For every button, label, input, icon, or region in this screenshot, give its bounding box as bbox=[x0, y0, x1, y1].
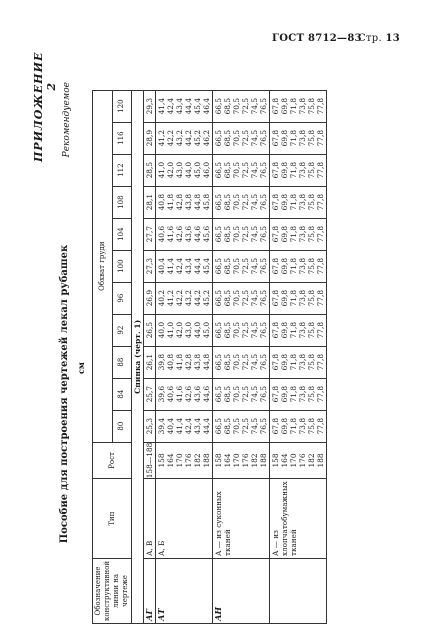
value-cell: 40,6 41,6 42,6 43,6 44,6 45,6 bbox=[156, 218, 213, 250]
girth-header: 88 bbox=[112, 346, 132, 378]
header-code: Обозначение конструктивной линии на чертеже bbox=[93, 558, 132, 623]
value-cell: 67,8 69,8 71,8 73,8 75,8 77,8 bbox=[270, 186, 327, 218]
height-cell: 158 164 170 176 182 188 bbox=[270, 442, 327, 479]
page-label: Стр. bbox=[358, 33, 382, 44]
pattern-table bbox=[92, 90, 327, 624]
value-cell: 67,8 69,8 71,8 73,8 75,8 77,8 bbox=[270, 378, 327, 410]
value-cell: 28,1 bbox=[144, 186, 156, 218]
girth-header: 112 bbox=[112, 154, 132, 186]
line-code-cell bbox=[270, 558, 327, 623]
value-cell: 39,6 40,6 41,6 42,6 43,6 44,6 bbox=[156, 378, 213, 410]
type-cell: А — из хлопчатобумажных тканей bbox=[270, 479, 327, 559]
value-cell: 39,8 40,8 41,8 42,8 43,8 44,8 bbox=[156, 346, 213, 378]
value-cell: 66,5 68,5 70,5 72,5 74,5 76,5 bbox=[213, 250, 270, 282]
value-cell: 40,2 41,2 42,2 43,2 44,2 45,2 bbox=[156, 282, 213, 314]
line-code-cell: АТ bbox=[156, 558, 213, 623]
value-cell: 26,1 bbox=[144, 346, 156, 378]
document-code: ГОСТ 8712—83 bbox=[272, 33, 362, 44]
value-cell: 28,9 bbox=[144, 122, 156, 154]
value-cell: 67,8 69,8 71,8 73,8 75,8 77,8 bbox=[270, 218, 327, 250]
type-cell: А, В bbox=[144, 479, 156, 559]
value-cell: 29,3 bbox=[144, 90, 156, 122]
value-cell: 27,3 bbox=[144, 250, 156, 282]
value-cell: 66,5 68,5 70,5 72,5 74,5 76,5 bbox=[213, 282, 270, 314]
value-cell: 67,8 69,8 71,8 73,8 75,8 77,8 bbox=[270, 282, 327, 314]
table-row bbox=[270, 90, 327, 623]
value-cell: 28,5 bbox=[144, 154, 156, 186]
table-row bbox=[213, 90, 270, 623]
girth-header: 92 bbox=[112, 314, 132, 346]
appendix-title: ПРИЛОЖЕНИЕ 2 bbox=[32, 51, 58, 162]
value-cell: 27,7 bbox=[144, 218, 156, 250]
value-cell: 66,5 68,5 70,5 72,5 74,5 76,5 bbox=[213, 122, 270, 154]
section-row bbox=[132, 90, 144, 623]
girth-header: 116 bbox=[112, 122, 132, 154]
page-number-value: 13 bbox=[385, 33, 400, 44]
table-row bbox=[144, 90, 156, 623]
line-code-cell: АН bbox=[213, 558, 270, 623]
value-cell: 41,2 42,2 43,2 44,2 45,2 46,2 bbox=[156, 122, 213, 154]
value-cell: 67,8 69,8 71,8 73,8 75,8 77,8 bbox=[270, 122, 327, 154]
value-cell: 40,4 41,4 42,4 43,4 44,4 45,4 bbox=[156, 250, 213, 282]
rotated-page-content bbox=[22, 51, 402, 632]
value-cell: 66,5 68,5 70,5 72,5 74,5 76,5 bbox=[213, 186, 270, 218]
value-cell: 25,7 bbox=[144, 378, 156, 410]
section-title: Спинка (черт. 1) bbox=[132, 90, 144, 623]
value-cell: 40,8 41,8 42,8 43,8 44,8 45,8 bbox=[156, 186, 213, 218]
value-cell: 67,8 69,8 71,8 73,8 75,8 77,8 bbox=[270, 346, 327, 378]
height-cell: 158—188 bbox=[145, 442, 154, 479]
value-cell: 40,0 41,0 42,0 43,0 44,0 45,0 bbox=[156, 314, 213, 346]
table-unit: см bbox=[76, 362, 86, 374]
value-cell: 67,8 69,8 71,8 73,8 75,8 77,8 bbox=[270, 154, 327, 186]
header-row bbox=[93, 90, 113, 623]
height-cell: 158 164 170 176 182 188 bbox=[156, 442, 213, 479]
value-cell: 67,8 69,8 71,8 73,8 75,8 77,8 bbox=[270, 410, 327, 442]
type-cell: А, Б bbox=[156, 479, 213, 559]
table-row bbox=[156, 90, 213, 623]
page-number bbox=[358, 33, 400, 44]
value-cell: 66,5 68,5 70,5 72,5 74,5 76,5 bbox=[213, 154, 270, 186]
value-cell: 26,9 bbox=[144, 282, 156, 314]
value-cell: 67,8 69,8 71,8 73,8 75,8 77,8 bbox=[270, 250, 327, 282]
girth-header: 108 bbox=[112, 186, 132, 218]
header-type: Тип bbox=[93, 479, 132, 559]
value-cell: 67,8 69,8 71,8 73,8 75,8 77,8 bbox=[270, 314, 327, 346]
appendix-subtitle: Рекомендуемое bbox=[62, 82, 72, 158]
girth-header: 120 bbox=[112, 90, 132, 122]
appendix-block bbox=[32, 51, 72, 162]
girth-header: 100 bbox=[112, 250, 132, 282]
value-cell: 26,5 bbox=[144, 314, 156, 346]
data-rows bbox=[144, 90, 327, 623]
girth-header: 96 bbox=[112, 282, 132, 314]
value-cell: 41,4 42,4 43,4 44,4 45,4 46,4 bbox=[156, 90, 213, 122]
line-code-cell: АГ bbox=[144, 558, 156, 623]
girth-header: 84 bbox=[112, 378, 132, 410]
value-cell: 66,5 68,5 70,5 72,5 74,5 76,5 bbox=[213, 314, 270, 346]
value-cell: 66,5 68,5 70,5 72,5 74,5 76,5 bbox=[213, 378, 270, 410]
header-height: Рост bbox=[93, 442, 132, 479]
value-cell: 66,5 68,5 70,5 72,5 74,5 76,5 bbox=[213, 218, 270, 250]
girth-header: 104 bbox=[112, 218, 132, 250]
value-cell: 25,3 bbox=[144, 410, 156, 442]
type-cell: А — из суконных тканей bbox=[213, 479, 270, 559]
value-cell: 66,5 68,5 70,5 72,5 74,5 76,5 bbox=[213, 90, 270, 122]
value-cell: 66,5 68,5 70,5 72,5 74,5 76,5 bbox=[213, 346, 270, 378]
girth-header: 80 bbox=[112, 410, 132, 442]
height-cell: 158 164 170 176 182 188 bbox=[213, 442, 270, 479]
value-cell: 66,5 68,5 70,5 72,5 74,5 76,5 bbox=[213, 410, 270, 442]
table-caption: Пособие для построения чертежей лекал рубашек bbox=[59, 244, 70, 544]
value-cell: 39,4 40,4 41,4 42,4 43,4 44,4 bbox=[156, 410, 213, 442]
header-chest-girth: Обхват груди bbox=[93, 90, 113, 442]
value-cell: 67,8 69,8 71,8 73,8 75,8 77,8 bbox=[270, 90, 327, 122]
value-cell: 41,0 42,0 43,0 44,0 45,0 46,0 bbox=[156, 154, 213, 186]
